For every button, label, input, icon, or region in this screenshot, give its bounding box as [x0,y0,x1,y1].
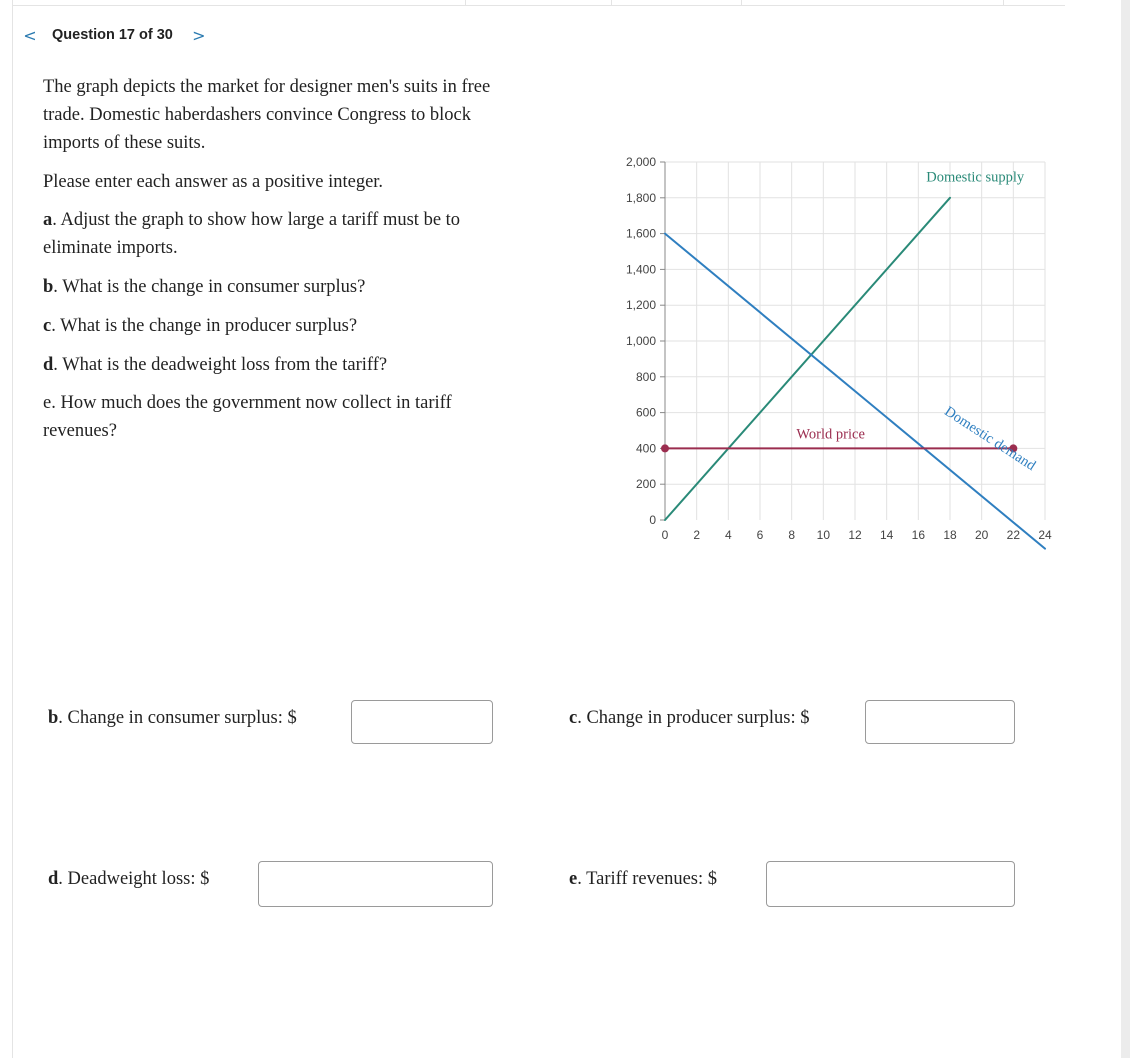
tab-divider [611,0,612,5]
answer-instruction: Please enter each answer as a positive integer. [43,172,384,192]
domestic-supply-line [665,198,950,520]
y-tick-label: 1,000 [625,334,656,348]
part-letter: b [43,277,54,297]
answer-letter: b [48,708,59,728]
y-tick-label: 400 [635,441,656,456]
previous-question-icon[interactable]: < [23,25,37,45]
part-c-text [43,312,523,340]
part-letter: d [43,355,54,375]
chart-series[interactable] [661,198,1045,549]
x-tick-label: 10 [816,528,831,542]
x-tick-label: 24 [1038,528,1052,542]
question-counter: Question 17 of 30 [52,27,173,43]
answer-row-d [48,869,209,890]
x-tick-label: 0 [661,528,669,542]
answer-row-b [48,708,297,729]
answer-letter: e [569,869,578,889]
question-intro: The graph depicts the market for designer men's suits in free trade. Domestic haberdashers convince Congress to block imports of these suits. [43,77,491,153]
x-tick-label: 16 [911,528,926,542]
x-tick-label: 14 [879,528,894,542]
part-text: . Adjust the graph to show how large a tariff must be to eliminate imports. [43,210,461,258]
tab-divider [1003,0,1004,5]
y-tick-label: 1,400 [625,262,656,277]
y-tick-label: 200 [635,477,656,492]
supply-demand-graph[interactable] [600,150,1060,555]
y-tick-label: 1,600 [625,226,656,241]
world-price-handle-left[interactable] [661,444,669,452]
x-tick-label: 4 [724,528,732,542]
question-navigator [20,22,209,48]
x-tick-label: 22 [1006,528,1021,542]
domestic-supply-label: Domestic supply [926,169,1025,186]
producer-surplus-input[interactable] [865,700,1015,744]
part-e-text [43,389,523,445]
y-tick-label: 1,800 [625,190,656,205]
answer-row-e [569,869,717,890]
answer-label: . Change in consumer surplus: $ [58,708,297,728]
part-b-text [43,273,523,301]
answer-letter: d [48,869,59,889]
part-text: . What is the change in producer surplus? [51,316,358,336]
deadweight-loss-input[interactable] [258,861,493,907]
next-question-icon[interactable]: > [192,25,206,45]
part-letter: e [43,393,52,413]
x-tick-label: 8 [788,528,796,542]
x-tick-label: 18 [943,528,957,542]
x-tick-label: 2 [693,528,701,542]
part-letter: a [43,210,53,230]
chart-labels [796,170,1039,475]
world-price-label: World price [796,426,865,443]
answer-label: . Change in producer surplus: $ [577,708,810,728]
tab-divider [741,0,742,5]
tariff-revenues-input[interactable] [766,861,1015,907]
domestic-demand-label: Domestic demand [941,403,1039,475]
answer-letter: c [569,708,578,728]
page-left-border [12,0,13,1058]
page-scrollbar-track[interactable] [1121,0,1130,1058]
answer-label: . Tariff revenues: $ [577,869,718,889]
tab-divider [465,0,466,5]
header-divider [12,5,1065,6]
chart-axes [660,162,665,520]
part-text: . What is the change in consumer surplus? [53,277,366,297]
y-tick-label: 2,000 [625,155,656,169]
y-tick-label: 1,200 [625,298,656,313]
chart-gridlines [665,162,1045,520]
answer-row-c [569,708,809,729]
y-tick-label: 600 [635,405,656,420]
x-tick-label: 6 [756,528,764,542]
x-tick-label: 20 [974,528,989,542]
consumer-surplus-input[interactable] [351,700,493,744]
y-tick-label: 0 [649,513,656,527]
y-tick-label: 800 [635,369,656,384]
x-tick-label: 12 [848,528,862,542]
part-text: . What is the deadweight loss from the tariff? [53,355,388,375]
answer-label: . Deadweight loss: $ [58,869,210,889]
part-text: . How much does the government now collect in tariff revenues? [43,393,452,441]
part-d-text [43,351,523,379]
part-a-text [43,206,523,262]
part-letter: c [43,316,52,336]
